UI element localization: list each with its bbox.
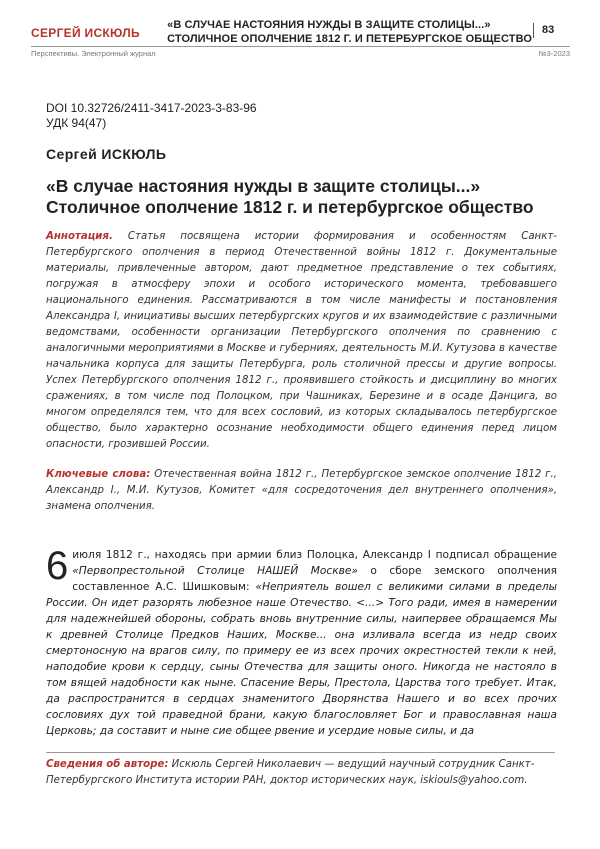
header-separator bbox=[533, 23, 534, 38]
abstract-label: Аннотация. bbox=[46, 231, 113, 242]
page-number: 83 bbox=[542, 24, 555, 36]
running-header-title bbox=[167, 18, 532, 46]
author-info-label: Сведения об авторе: bbox=[46, 759, 169, 770]
running-title-line-1: «В СЛУЧАЕ НАСТОЯНИЯ НУЖДЫ В ЗАЩИТЕ СТОЛИЦЫ...» bbox=[167, 19, 491, 31]
running-title-line-2: СТОЛИЧНОЕ ОПОЛЧЕНИЕ 1812 Г. И ПЕТЕРБУРГСКОЕ ОБЩЕСТВО bbox=[167, 33, 532, 45]
body-paragraph bbox=[46, 544, 558, 739]
article-title bbox=[46, 176, 556, 218]
abstract bbox=[46, 229, 557, 453]
footnote-rule bbox=[46, 752, 555, 753]
author-info-text: Искюль Сергей Николаевич — ведущий научный сотрудник Санкт-Петербургского Института истории РАН, доктор исторических наук, iskiouls@yahoo.com. bbox=[46, 759, 535, 786]
body-sentence-1: июля 1812 г., находясь при армии близ Полоцка, Александр I подписал обращение bbox=[72, 549, 557, 561]
abstract-text: Статья посвящена истории формирования и особенностям Санкт-Петербургского ополчения в период Отечественной войны 1812 г. Документальные материалы, привлеченные автором, дают предметное представление о тех событиях, погружая в атмосферу эпохи и особого исторического момента, требовавшего национального единения. Рассматриваются в том числе манифесты и постановления Александра I, инициативы высших петербургских кругов и их взаимодействие с различными ведомствами, особенности организации Петербургского ополчения по сравнению с аналогичными мероприятиями в Москве и губерниях, деятельность М.И. Кутузова в качестве начальника корпуса для защиты Петербурга, роль столичной прессы и другие вопросы. Успех Петербургского ополчения 1812 г., проявившего стойкость и дисциплину во многих сражениях, в том числе под Полоцком, при Чашниках, Березине и в осаде Данцига, во многом определялся тем, что для всех сословий, из которых складывалось петербургское общество, было характерно осознание необходимости общего единения перед лицом опасности, грозившей России. bbox=[46, 231, 557, 450]
body-sentence-2: о сборе земского ополчения составленное А.С. Шишковым: bbox=[72, 565, 557, 593]
body-italic-title: «Первопрестольной Столице НАШЕЙ Москве» bbox=[72, 565, 358, 577]
author-last-name: ИСКЮЛЬ bbox=[101, 146, 167, 162]
keywords-text: Отечественная война 1812 г., Петербургское земское ополчение 1812 г., Александр I., М.И. Кутузов, Комитет «для сосредоточения дел внутреннего ополчения», знамена ополчения. bbox=[46, 469, 557, 512]
drop-cap: 6 bbox=[46, 544, 69, 588]
author-first-name: Сергей bbox=[46, 146, 98, 162]
running-header-author: СЕРГЕЙ ИСКЮЛЬ bbox=[31, 26, 140, 40]
issue-number: №3-2023 bbox=[538, 49, 570, 58]
body-quote: «Неприятель вошел с великими силами в пределы России. Он идет разорять любезное наше Отечество. <...> Того ради, имея в намерении для надежнейшей обороны, собрать вновь внутренние силы, наипервее обращаемся Мы к древней Столице Предков Наших, Москве... она изливала всегда из недр своих смертоносную на врагов силу, по примеру ее из всех прочих окрестностей текли к ней, наподобие крови к сердцу, сыны Отечества для защиты оного. Никогда не настояло в том вящей надобности как ныне. Спасение Веры, Престола, Царства того требует. Итак, да распространится в сердцах знаменитого Дворянства Нашего и во всех прочих сословиях дух той праведной брани, какую благословляет Бог и православная наша Церковь; да составит и ныне сие общее рвение и усердие новые силы, и да bbox=[46, 581, 558, 737]
keywords-label: Ключевые слова: bbox=[46, 469, 151, 480]
article-author bbox=[46, 146, 166, 162]
journal-name: Перспективы. Электронный журнал bbox=[31, 49, 156, 58]
article-meta bbox=[46, 101, 257, 131]
header-rule bbox=[31, 46, 570, 47]
doi: DOI 10.32726/2411-3417-2023-3-83-96 bbox=[46, 101, 257, 115]
journal-line bbox=[31, 49, 570, 58]
keywords bbox=[46, 467, 557, 515]
udk: УДК 94(47) bbox=[46, 116, 107, 130]
author-info bbox=[46, 757, 557, 789]
article-title-line-1: «В случае настояния нужды в защите столицы...» bbox=[46, 176, 481, 196]
article-title-line-2: Столичное ополчение 1812 г. и петербургское общество bbox=[46, 197, 534, 217]
